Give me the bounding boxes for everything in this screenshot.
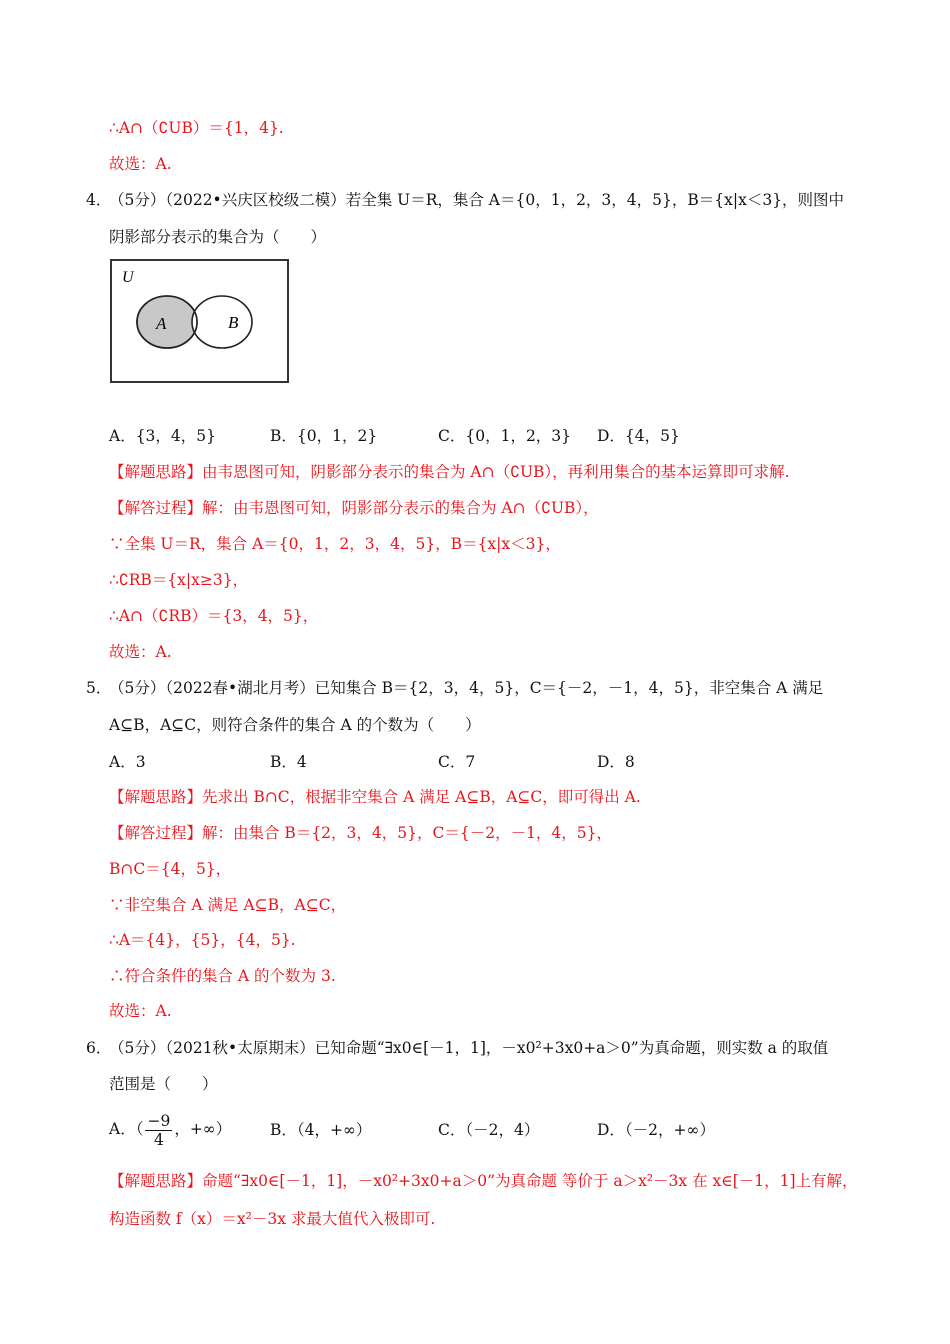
q5-process-5: ∴符合条件的集合 A 的个数为 3.: [109, 967, 336, 985]
venn-label-b: B: [228, 313, 239, 332]
venn-label-u: U: [122, 269, 134, 286]
q5-choice-a: A．3: [109, 753, 146, 771]
q5-process-3: ∵非空集合 A 满足 A⊆B，A⊆C，: [109, 896, 347, 914]
q6-idea-2: 构造函数 f（x）＝x²－3x 求最大值代入极即可.: [109, 1210, 436, 1228]
prev-solution-line: ∴A∩（∁UB）＝{1，4}.: [109, 119, 284, 137]
q5-choice-c: C．7: [438, 753, 476, 771]
fraction-denominator: 4: [153, 1130, 164, 1149]
q6-choice-c: C．（－2，4）: [438, 1121, 540, 1139]
venn-label-a: A: [156, 314, 167, 333]
q6-choice-d: D．（－2，+∞）: [597, 1121, 715, 1139]
q4-choice-c: C．{0，1，2，3}: [438, 427, 572, 445]
q5-stem-line1: （5分）（2022春•湖北月考）已知集合 B＝{2，3，4，5}，C＝{－2，－1，4，5}，非空集合 A 满足: [109, 679, 824, 697]
q6-choice-b: B．（4，+∞）: [270, 1121, 372, 1139]
q4-process-1: 【解答过程】解：由韦恩图可知，阴影部分表示的集合为 A∩（∁UB），: [109, 499, 599, 517]
q6-choice-a-label: A．（: [109, 1120, 144, 1138]
q6-number: 6．: [86, 1039, 112, 1057]
q5-process-4: ∴A＝{4}，{5}，{4，5}.: [109, 931, 296, 949]
q4-process-3: ∴∁RB＝{x|x≥3}，: [109, 571, 249, 589]
q4-number: 4．: [86, 191, 112, 209]
q4-stem-line2: 阴影部分表示的集合为（ ）: [109, 228, 327, 246]
prev-answer: 故选：A.: [109, 155, 172, 173]
q5-process-2: B∩C＝{4，5}，: [109, 860, 232, 878]
q5-process-1: 【解答过程】解：由集合 B＝{2，3，4，5}，C＝{－2，－1，4，5}，: [109, 824, 613, 842]
q4-idea: 【解题思路】由韦恩图可知，阴影部分表示的集合为 A∩（∁UB），再利用集合的基本运算即可求解.: [109, 463, 790, 481]
q4-choice-d: D．{4，5}: [597, 427, 680, 445]
q4-answer: 故选：A.: [109, 643, 172, 661]
fraction: [145, 1112, 172, 1149]
q5-idea: 【解题思路】先求出 B∩C，根据非空集合 A 满足 A⊆B，A⊆C，即可得出 A.: [109, 788, 641, 806]
q5-choice-b: B．4: [270, 753, 307, 771]
q4-process-4: ∴A∩（∁RB）＝{3，4，5}，: [109, 607, 319, 625]
q4-process-2: ∵全集 U＝R，集合 A＝{0，1，2，3，4，5}，B＝{x|x＜3}，: [109, 535, 561, 553]
q6-choice-a-tail: ，+∞）: [174, 1120, 232, 1138]
fraction-numerator: −9: [147, 1111, 171, 1130]
q5-stem-line2: A⊆B，A⊆C，则符合条件的集合 A 的个数为（ ）: [109, 716, 481, 734]
q6-stem-line1: （5分）（2021秋•太原期末）已知命题“∃x0∈[－1，1]，－x0²+3x0+a＞0”为真命题，则实数 a 的取值: [109, 1039, 829, 1057]
q5-number: 5．: [86, 679, 112, 697]
q6-stem-line2: 范围是（ ）: [109, 1075, 218, 1093]
q6-idea-1: 【解题思路】命题“∃x0∈[－1，1]，－x0²+3x0+a＞0”为真命题 等价于 a＞x²－3x 在 x∈[－1，1]上有解，: [109, 1172, 858, 1190]
q4-stem-line1: （5分）（2022•兴庆区校级二模）若全集 U＝R，集合 A＝{0，1，2，3，4，5}，B＝{x|x＜3}，则图中: [109, 191, 845, 209]
q6-choice-a: [109, 1110, 231, 1149]
venn-diagram: [109, 258, 291, 384]
q5-answer: 故选：A.: [109, 1002, 172, 1020]
q4-choice-a: A．{3，4，5}: [109, 427, 217, 445]
q4-choice-b: B．{0，1，2}: [270, 427, 378, 445]
q5-choice-d: D．8: [597, 753, 635, 771]
